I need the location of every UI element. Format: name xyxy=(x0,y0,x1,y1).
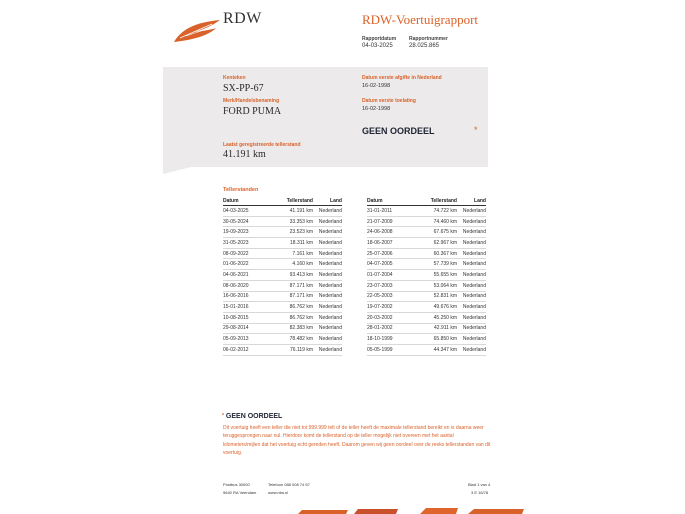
table-row xyxy=(367,216,486,227)
table-row xyxy=(367,227,486,238)
verdict: GEEN OORDEEL xyxy=(362,126,435,136)
cell-date: 20-03-2002 xyxy=(367,312,415,323)
report-date-value: 04-03-2025 xyxy=(362,43,393,49)
cell-date: 19-09-2023 xyxy=(223,227,271,238)
cell-country: Nederland xyxy=(313,344,342,355)
cell-country: Nederland xyxy=(313,334,342,345)
cell-country: Nederland xyxy=(457,216,486,227)
cell-mileage: 82.383 km xyxy=(271,323,313,334)
cell-mileage: 4.160 km xyxy=(271,259,313,270)
cell-date: 23-07-2003 xyxy=(367,280,415,291)
rdw-logo xyxy=(172,18,222,44)
table-row xyxy=(367,334,486,345)
table-row xyxy=(367,291,486,302)
table-row xyxy=(367,206,486,217)
cell-date: 31-01-2011 xyxy=(367,206,415,217)
cell-country: Nederland xyxy=(313,270,342,281)
cell-date: 05-09-2013 xyxy=(223,334,271,345)
table-row xyxy=(223,248,342,259)
cell-date: 16-06-2016 xyxy=(223,291,271,302)
cell-country: Nederland xyxy=(457,259,486,270)
cell-mileage: 87.171 km xyxy=(271,291,313,302)
col-date: Datum xyxy=(367,196,415,206)
cell-mileage: 44.347 km xyxy=(415,344,457,355)
cell-mileage: 74.460 km xyxy=(415,216,457,227)
cell-country: Nederland xyxy=(313,302,342,313)
table-row xyxy=(223,238,342,249)
cell-mileage: 52.831 km xyxy=(415,291,457,302)
brand-name: RDW xyxy=(223,10,262,27)
first-admission-value: 16-02-1998 xyxy=(362,83,391,89)
cell-date: 05-05-1999 xyxy=(367,344,415,355)
table-row xyxy=(367,323,486,334)
cell-mileage: 93.413 km xyxy=(271,270,313,281)
cell-country: Nederland xyxy=(313,248,342,259)
cell-date: 19-07-2002 xyxy=(367,302,415,313)
cell-country: Nederland xyxy=(457,291,486,302)
table-row xyxy=(223,302,342,313)
cell-date: 01-06-2022 xyxy=(223,259,271,270)
cell-country: Nederland xyxy=(313,312,342,323)
table-row xyxy=(223,259,342,270)
cell-mileage: 62.967 km xyxy=(415,238,457,249)
plate-label: Kenteken xyxy=(223,75,246,81)
first-registration-label: Datum eerste toelating xyxy=(362,98,416,104)
table-row xyxy=(223,291,342,302)
cell-date: 30-05-2024 xyxy=(223,216,271,227)
footer-phone: Telefoon 088 008 74 67 xyxy=(268,482,310,487)
cell-mileage: 53.064 km xyxy=(415,280,457,291)
cell-mileage: 23.523 km xyxy=(271,227,313,238)
panel-tail xyxy=(163,166,195,174)
cell-mileage: 18.311 km xyxy=(271,238,313,249)
cell-country: Nederland xyxy=(313,280,342,291)
table-row xyxy=(223,216,342,227)
cell-date: 08-09-2022 xyxy=(223,248,271,259)
col-mileage: Tellerstand xyxy=(415,196,457,206)
table-row xyxy=(367,238,486,249)
cell-country: Nederland xyxy=(313,291,342,302)
table-row xyxy=(223,280,342,291)
table-row xyxy=(223,344,342,355)
table-row xyxy=(223,312,342,323)
cell-country: Nederland xyxy=(457,344,486,355)
cell-date: 21-07-2009 xyxy=(367,216,415,227)
cell-mileage: 86.762 km xyxy=(271,312,313,323)
report-number-label: Rapportnummer xyxy=(409,36,448,42)
table-header-row xyxy=(223,196,342,206)
cell-mileage: 7.161 km xyxy=(271,248,313,259)
footnote-text: Dit voertuig heeft een teller die niet tot 999.999 telt of de teller heeft de maximale tellerstand bereikt en is daarna weer teruggesprongen naar nul. Hierdoor komt de tellerstand op de teller mogelijk niet overeen met het aantal kilometers/mijlen dat het voertuig echt gereden heeft. Daarom geven wij geen oordeel over de reeks tellerstanden van dit voertuig. xyxy=(223,425,491,457)
cell-country: Nederland xyxy=(313,206,342,217)
cell-country: Nederland xyxy=(457,302,486,313)
mileage-section-title: Tellerstanden xyxy=(223,187,259,193)
mileage-table-left xyxy=(223,196,342,356)
cell-country: Nederland xyxy=(313,259,342,270)
cell-mileage: 49.676 km xyxy=(415,302,457,313)
cell-mileage: 87.171 km xyxy=(271,280,313,291)
cell-mileage: 45.250 km xyxy=(415,312,457,323)
cell-country: Nederland xyxy=(457,280,486,291)
cell-country: Nederland xyxy=(457,270,486,281)
document-title: RDW-Voertuigrapport xyxy=(362,12,479,27)
table-header-row xyxy=(367,196,486,206)
col-mileage: Tellerstand xyxy=(271,196,313,206)
odometer-label: Laatst geregistreerde tellerstand xyxy=(223,142,301,148)
table-row xyxy=(223,206,342,217)
cell-mileage: 57.739 km xyxy=(415,259,457,270)
cell-country: Nederland xyxy=(457,248,486,259)
cell-date: 06-02-2012 xyxy=(223,344,271,355)
cell-date: 25-07-2006 xyxy=(367,248,415,259)
footer-website: www.rdw.nl xyxy=(268,490,289,495)
first-registration-value: 16-02-1998 xyxy=(362,106,391,112)
cell-country: Nederland xyxy=(457,312,486,323)
footer-decorative-stripes xyxy=(298,507,526,514)
footer-code: 3 E 16/78 xyxy=(471,490,489,495)
table-row xyxy=(367,344,486,355)
footer-address-line1: Postbus 30000 xyxy=(223,482,250,487)
vehicle-summary-panel xyxy=(163,67,488,167)
cell-mileage: 33.353 km xyxy=(271,216,313,227)
odometer-value: 41.191 km xyxy=(223,149,266,160)
col-date: Datum xyxy=(223,196,271,206)
cell-date: 01-07-2004 xyxy=(367,270,415,281)
cell-mileage: 41.191 km xyxy=(271,206,313,217)
table-row xyxy=(223,270,342,281)
footnote-title-text: GEEN OORDEEL xyxy=(225,413,283,420)
mileage-table-right xyxy=(367,196,486,356)
cell-date: 28-01-2002 xyxy=(367,323,415,334)
col-country: Land xyxy=(457,196,486,206)
cell-country: Nederland xyxy=(457,238,486,249)
cell-date: 08-06-2020 xyxy=(223,280,271,291)
cell-country: Nederland xyxy=(313,323,342,334)
cell-mileage: 55.655 km xyxy=(415,270,457,281)
table-row xyxy=(367,270,486,281)
table-row xyxy=(367,248,486,259)
cell-date: 04-03-2025 xyxy=(223,206,271,217)
cell-mileage: 65.850 km xyxy=(415,334,457,345)
footer-page-number: Blad 1 van 4 xyxy=(468,482,491,487)
cell-country: Nederland xyxy=(313,216,342,227)
cell-country: Nederland xyxy=(457,334,486,345)
first-admission-label: Datum eerste afgifte in Nederland xyxy=(362,75,442,81)
cell-date: 18-10-1999 xyxy=(367,334,415,345)
cell-mileage: 76.119 km xyxy=(271,344,313,355)
make-value: FORD PUMA xyxy=(223,106,282,117)
cell-date: 04-07-2005 xyxy=(367,259,415,270)
footnote-mark: * xyxy=(222,413,224,419)
cell-country: Nederland xyxy=(457,323,486,334)
table-row xyxy=(223,334,342,345)
table-row xyxy=(367,302,486,313)
cell-mileage: 67.675 km xyxy=(415,227,457,238)
footer-address-line2: 9640 RA Veendam xyxy=(223,490,257,495)
cell-mileage: 74.722 km xyxy=(415,206,457,217)
make-label: Merk/Handelsbenaming xyxy=(223,98,280,104)
table-row xyxy=(223,323,342,334)
table-row xyxy=(367,280,486,291)
table-row xyxy=(367,259,486,270)
cell-date: 10-08-2015 xyxy=(223,312,271,323)
report-number-value: 28.025.865 xyxy=(409,43,440,49)
cell-date: 15-01-2016 xyxy=(223,302,271,313)
table-row xyxy=(223,227,342,238)
cell-mileage: 78.482 km xyxy=(271,334,313,345)
cell-mileage: 42.911 km xyxy=(415,323,457,334)
table-row xyxy=(367,312,486,323)
cell-mileage: 60.367 km xyxy=(415,248,457,259)
cell-mileage: 86.762 km xyxy=(271,302,313,313)
cell-country: Nederland xyxy=(457,227,486,238)
footnote-title xyxy=(222,413,282,420)
cell-date: 24-06-2008 xyxy=(367,227,415,238)
plate-value: SX-PP-67 xyxy=(223,83,264,94)
cell-date: 18-06-2007 xyxy=(367,238,415,249)
cell-country: Nederland xyxy=(457,206,486,217)
cell-date: 22-05-2003 xyxy=(367,291,415,302)
cell-date: 04-06-2021 xyxy=(223,270,271,281)
cell-country: Nederland xyxy=(313,227,342,238)
cell-date: 31-05-2023 xyxy=(223,238,271,249)
col-country: Land xyxy=(313,196,342,206)
report-date-label: Rapportdatum xyxy=(362,36,397,42)
cell-date: 29-08-2014 xyxy=(223,323,271,334)
verdict-footnote-mark: * xyxy=(474,125,478,135)
cell-country: Nederland xyxy=(313,238,342,249)
